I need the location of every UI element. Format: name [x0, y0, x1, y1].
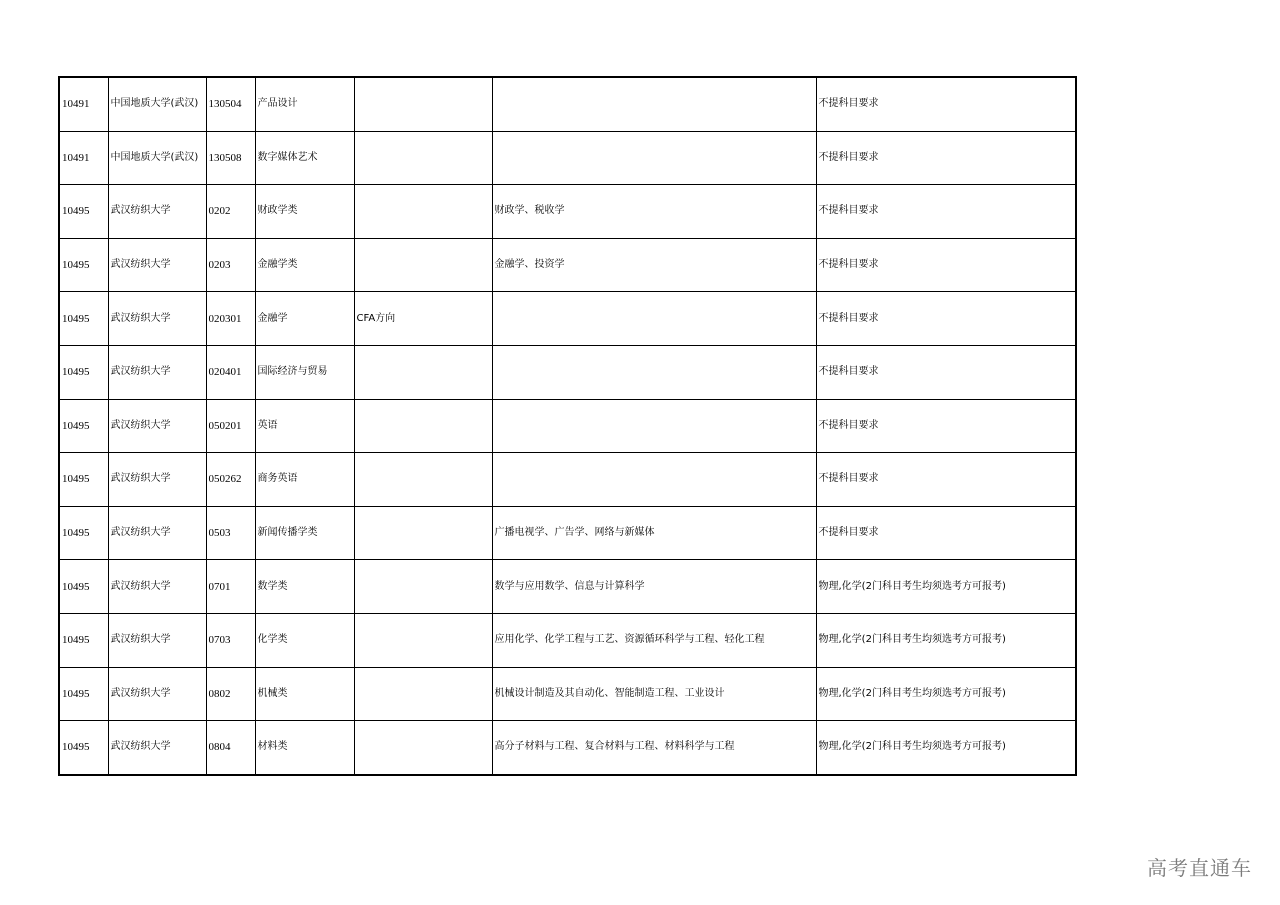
cell-subject-requirement: 不提科目要求: [816, 238, 1076, 292]
cell-major-code: 0703: [206, 613, 255, 667]
cell-school-code: 10495: [59, 613, 108, 667]
table-row: [59, 238, 1076, 292]
cell-direction: [354, 399, 492, 453]
cell-school-code: 10495: [59, 506, 108, 560]
cell-major-code: 0203: [206, 238, 255, 292]
cell-school-code: 10495: [59, 560, 108, 614]
cell-school-code: 10495: [59, 292, 108, 346]
cell-direction: [354, 185, 492, 239]
cell-school-name: 中国地质大学(武汉): [108, 131, 206, 185]
cell-major-name: 金融学类: [255, 238, 354, 292]
cell-school-code: 10495: [59, 721, 108, 775]
table-row: [59, 613, 1076, 667]
cell-subject-requirement: 不提科目要求: [816, 453, 1076, 507]
cell-direction: CFA方向: [354, 292, 492, 346]
cell-included-majors: 金融学、投资学: [492, 238, 816, 292]
cell-school-code: 10495: [59, 345, 108, 399]
cell-included-majors: 高分子材料与工程、复合材料与工程、材料科学与工程: [492, 721, 816, 775]
cell-major-name: 产品设计: [255, 77, 354, 131]
table-row: [59, 667, 1076, 721]
cell-school-name: 武汉纺织大学: [108, 506, 206, 560]
cell-school-code: 10495: [59, 238, 108, 292]
table-row: [59, 185, 1076, 239]
cell-major-name: 数学类: [255, 560, 354, 614]
watermark-logo: 高考直通车: [1147, 856, 1252, 880]
cell-included-majors: [492, 292, 816, 346]
cell-major-code: 0202: [206, 185, 255, 239]
cell-major-code: 130508: [206, 131, 255, 185]
cell-subject-requirement: 物理,化学(2门科目考生均须选考方可报考): [816, 721, 1076, 775]
cell-major-code: 0503: [206, 506, 255, 560]
table-row: [59, 345, 1076, 399]
cell-major-name: 财政学类: [255, 185, 354, 239]
cell-major-code: 130504: [206, 77, 255, 131]
cell-major-code: 0701: [206, 560, 255, 614]
cell-direction: [354, 131, 492, 185]
cell-direction: [354, 613, 492, 667]
cell-major-name: 化学类: [255, 613, 354, 667]
cell-included-majors: 数学与应用数学、信息与计算科学: [492, 560, 816, 614]
cell-subject-requirement: 不提科目要求: [816, 185, 1076, 239]
cell-major-name: 英语: [255, 399, 354, 453]
cell-subject-requirement: 物理,化学(2门科目考生均须选考方可报考): [816, 667, 1076, 721]
cell-included-majors: [492, 77, 816, 131]
cell-major-code: 0804: [206, 721, 255, 775]
cell-subject-requirement: 物理,化学(2门科目考生均须选考方可报考): [816, 613, 1076, 667]
cell-direction: [354, 721, 492, 775]
cell-school-code: 10491: [59, 77, 108, 131]
cell-direction: [354, 560, 492, 614]
cell-included-majors: 机械设计制造及其自动化、智能制造工程、工业设计: [492, 667, 816, 721]
cell-school-name: 武汉纺织大学: [108, 345, 206, 399]
cell-included-majors: [492, 345, 816, 399]
cell-major-name: 机械类: [255, 667, 354, 721]
table-row: [59, 453, 1076, 507]
cell-major-name: 金融学: [255, 292, 354, 346]
cell-direction: [354, 453, 492, 507]
table-row: [59, 77, 1076, 131]
table-body: [59, 77, 1076, 775]
cell-major-code: 050201: [206, 399, 255, 453]
cell-subject-requirement: 物理,化学(2门科目考生均须选考方可报考): [816, 560, 1076, 614]
cell-school-name: 中国地质大学(武汉): [108, 77, 206, 131]
cell-major-code: 020401: [206, 345, 255, 399]
cell-direction: [354, 77, 492, 131]
cell-school-code: 10495: [59, 667, 108, 721]
major-requirements-table: [58, 76, 1077, 776]
table-row: [59, 560, 1076, 614]
cell-direction: [354, 667, 492, 721]
table-row: [59, 399, 1076, 453]
cell-subject-requirement: 不提科目要求: [816, 399, 1076, 453]
cell-included-majors: [492, 131, 816, 185]
cell-school-name: 武汉纺织大学: [108, 721, 206, 775]
cell-school-code: 10495: [59, 399, 108, 453]
cell-school-name: 武汉纺织大学: [108, 238, 206, 292]
cell-school-code: 10491: [59, 131, 108, 185]
cell-major-code: 0802: [206, 667, 255, 721]
cell-direction: [354, 238, 492, 292]
cell-included-majors: 财政学、税收学: [492, 185, 816, 239]
cell-included-majors: [492, 399, 816, 453]
cell-school-name: 武汉纺织大学: [108, 399, 206, 453]
table-row: [59, 721, 1076, 775]
table-row: [59, 131, 1076, 185]
cell-school-name: 武汉纺织大学: [108, 560, 206, 614]
table-row: [59, 506, 1076, 560]
cell-school-code: 10495: [59, 185, 108, 239]
cell-included-majors: 应用化学、化学工程与工艺、资源循环科学与工程、轻化工程: [492, 613, 816, 667]
cell-direction: [354, 506, 492, 560]
cell-school-name: 武汉纺织大学: [108, 667, 206, 721]
cell-subject-requirement: 不提科目要求: [816, 345, 1076, 399]
cell-major-name: 新闻传播学类: [255, 506, 354, 560]
cell-school-name: 武汉纺织大学: [108, 185, 206, 239]
cell-included-majors: 广播电视学、广告学、网络与新媒体: [492, 506, 816, 560]
cell-subject-requirement: 不提科目要求: [816, 292, 1076, 346]
cell-subject-requirement: 不提科目要求: [816, 506, 1076, 560]
cell-major-code: 050262: [206, 453, 255, 507]
cell-school-name: 武汉纺织大学: [108, 453, 206, 507]
cell-subject-requirement: 不提科目要求: [816, 131, 1076, 185]
cell-school-name: 武汉纺织大学: [108, 613, 206, 667]
cell-included-majors: [492, 453, 816, 507]
cell-major-name: 国际经济与贸易: [255, 345, 354, 399]
cell-subject-requirement: 不提科目要求: [816, 77, 1076, 131]
cell-school-code: 10495: [59, 453, 108, 507]
cell-major-name: 材料类: [255, 721, 354, 775]
table-row: [59, 292, 1076, 346]
cell-major-name: 数字媒体艺术: [255, 131, 354, 185]
cell-school-name: 武汉纺织大学: [108, 292, 206, 346]
cell-direction: [354, 345, 492, 399]
cell-major-code: 020301: [206, 292, 255, 346]
cell-major-name: 商务英语: [255, 453, 354, 507]
